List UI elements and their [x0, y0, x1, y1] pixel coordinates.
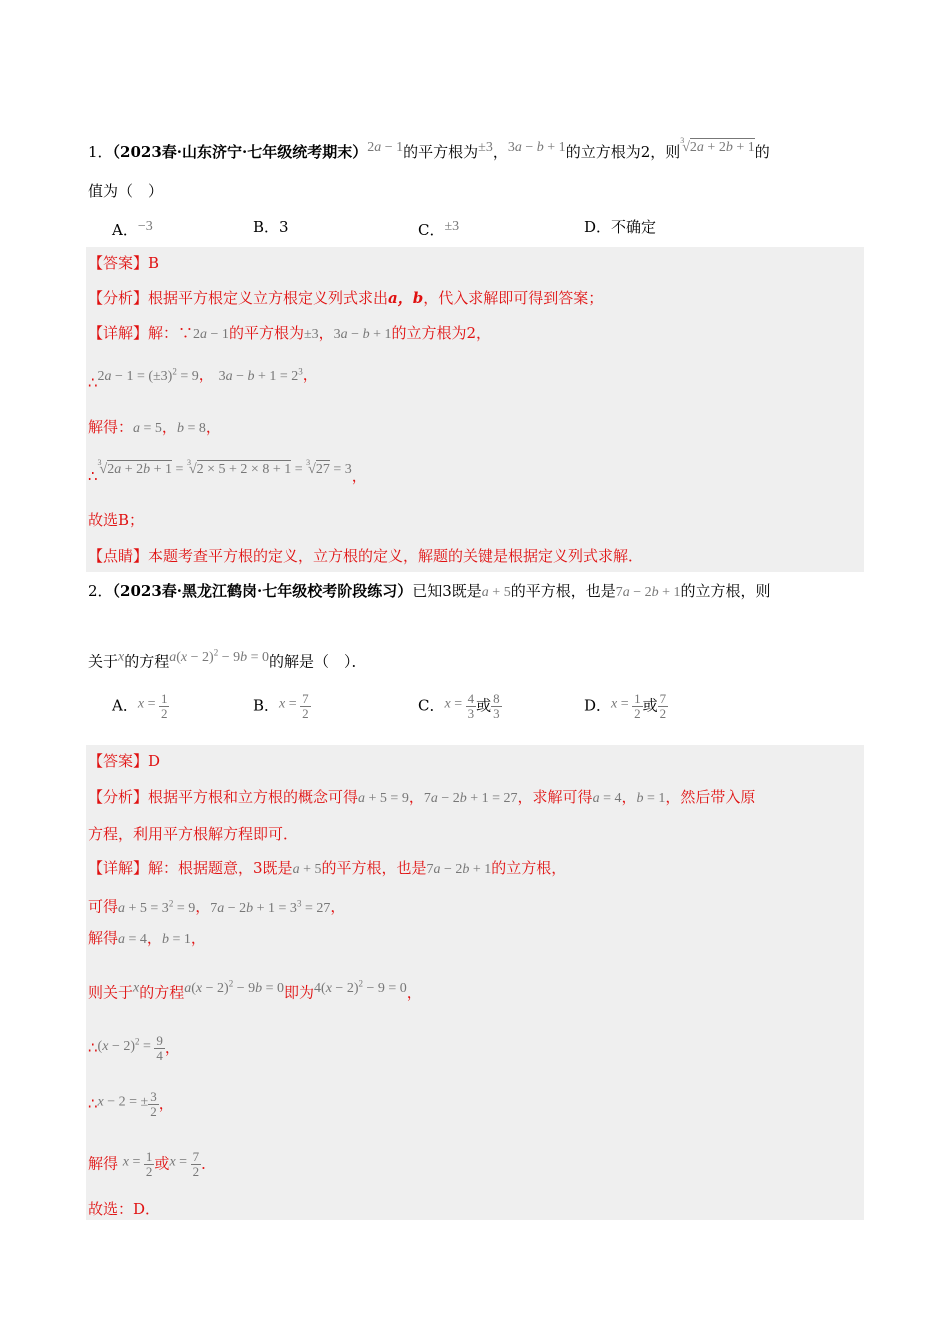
- q2-detail-line6: ∴x − 2 = ± $\frac{3}{2}$ ，: [88, 1089, 174, 1119]
- q1-comma-5: ，: [351, 467, 367, 485]
- q1-stem-text-a: 的平方根为: [403, 143, 479, 161]
- q1-number: 1．: [88, 143, 113, 161]
- q2-analysis-line2: 方程，利用平方根解方程即可．: [88, 825, 299, 843]
- q2-detail-line7: 解得 x = $\frac{1}{2}$ 或x = $\frac{7}{2}$ ．: [88, 1149, 217, 1179]
- q2-detail-comma-5: ，: [406, 983, 422, 1002]
- q1-comma-2: ，: [302, 365, 318, 384]
- q2-solved-label: 解得: [88, 929, 119, 947]
- q2-therefore-2: ∴: [88, 1094, 98, 1113]
- q1-option-d[interactable]: [584, 216, 656, 238]
- q1-detail-text-d: 的立方根为2，: [391, 324, 492, 342]
- q2-solved2-label: 解得: [88, 1154, 119, 1173]
- q1-detail-line3: 解得：a = 5，b = 8，: [88, 418, 221, 436]
- q2-option-d-label: D．: [584, 696, 612, 715]
- q1-detail-line4: ∴$^3$√2a + 2b + 1 = $^3$√2 × 5 + 2 × 8 + 1 = $^3$√27 = 3，: [88, 458, 367, 485]
- q1-analysis-end: ，代入求解即可得到答案；: [423, 289, 604, 307]
- q1-therefore-1: ∴: [88, 373, 98, 392]
- q1-detail-text-a: 解：∵: [148, 324, 194, 342]
- q1-analysis: [88, 287, 603, 309]
- q2-option-b[interactable]: B．x = $\frac{7}{2}$: [253, 691, 309, 721]
- q1-option-b-value: 3: [279, 218, 289, 236]
- q1-detail-line2: ∴2a − $1 = (\pm 3)^2 = 9$， $3a - b + 1 = 2^3$，: [88, 365, 318, 392]
- q2-option-d-or: 或: [642, 696, 658, 715]
- q1-option-d-label: D．: [584, 218, 612, 236]
- q2-stem-line2: 关于x的方程$a(x - 2)^2 - 9b = 0$的解是（ ）．: [88, 647, 367, 671]
- q2-analysis-tag: 【分析】: [88, 788, 149, 806]
- q2-option-c-or: 或: [476, 696, 492, 715]
- q1-comment-text: 本题考查平方根的定义，立方根的定义，解题的关键是根据定义列式求解．: [148, 547, 644, 565]
- q2-detail-text-a: 解：根据题意，3既是: [148, 859, 293, 877]
- q1-choose: 故选B；: [88, 511, 145, 529]
- q2-detail-or: 或: [154, 1154, 170, 1173]
- q2-analysis-text-c: ，求解可得: [517, 788, 593, 806]
- q1-option-a-label: A．: [112, 221, 138, 239]
- q1-option-d-value: 不确定: [611, 218, 657, 236]
- q2-option-b-label: B．: [253, 696, 280, 715]
- q1-stem-text-c: 的立方根为2，则: [565, 143, 681, 161]
- q2-ie-label: 即为: [284, 983, 315, 1002]
- q1-option-a-value: −3: [137, 219, 153, 234]
- q2-analysis-line1: 【分析】根据平方根和立方根的概念可得a + 5 = 9，7a − 2b + 1 = 27，求解可得a = 4，b = 1，然后带入原: [88, 788, 756, 806]
- q1-comma-1: ，: [198, 365, 214, 384]
- q1-stem-text-d: 的: [754, 143, 770, 161]
- q2-stem-text-f: 的解是（ ）．: [269, 652, 367, 671]
- q2-detail-comma-4: ，: [190, 929, 206, 947]
- q1-analysis-vars: a，b: [388, 289, 424, 307]
- q2-then-label: 则关于: [88, 983, 134, 1002]
- q1-option-b-label: B．: [253, 218, 280, 236]
- q2-therefore-1: ∴: [88, 1038, 98, 1057]
- q1-option-c[interactable]: [418, 216, 459, 241]
- q2-answer: 【答案】D: [88, 752, 161, 770]
- q2-stem-text-c: 的立方根，则: [680, 582, 771, 600]
- q2-detail-text-b: 的平方根，也是: [321, 859, 427, 877]
- q2-analysis-text-a: 根据平方根和立方根的概念可得: [148, 788, 359, 806]
- q1-option-a[interactable]: [112, 216, 153, 241]
- q2-option-d[interactable]: D．x = $\frac{1}{2}$ 或 $\frac{7}{2}$: [584, 691, 667, 721]
- q1-option-c-label: C．: [418, 221, 445, 239]
- q2-detail-line2: 可得$a + 5 = 3^2 = 9$，$7a - 2b + 1 = 3^3 = 27$，: [88, 897, 346, 916]
- q1-comma-4: ，: [205, 418, 221, 436]
- q1-comment: [88, 545, 643, 567]
- q2-detail-tag: 【详解】: [88, 859, 149, 877]
- q1-answer: 【答案】B: [88, 254, 160, 272]
- q2-choose: 故选：D．: [88, 1200, 161, 1218]
- q2-detail-text-c: 的立方根，: [491, 859, 567, 877]
- q2-option-a[interactable]: A．x = $\frac{1}{2}$: [112, 691, 168, 721]
- q2-stem-text-b: 的平方根，也是: [510, 582, 616, 600]
- q2-option-c[interactable]: C．x = $\frac{4}{3}$ 或 $\frac{8}{3}$: [418, 691, 500, 721]
- q1-analysis-text: 根据平方根定义立方根定义列式求出: [148, 289, 389, 307]
- q1-option-c-value: ±3: [444, 219, 460, 234]
- q2-get-label: 可得: [88, 897, 119, 916]
- q1-detail-tag: 【详解】: [88, 324, 149, 342]
- q2-stem-text-e: 的方程: [124, 652, 170, 671]
- q1-comment-tag: 【点睛】: [88, 547, 149, 565]
- q2-detail-comma-6: ，: [164, 1038, 180, 1057]
- q1-comma-3: ，: [161, 418, 177, 436]
- q1-therefore-2: ∴: [88, 467, 98, 485]
- q2-option-c-label: C．: [418, 696, 445, 715]
- q1-stem-text-b: ，: [492, 143, 508, 161]
- q2-detail-line5: ∴(x − 2)$^2$ = $\frac{9}{4}$ ，: [88, 1033, 180, 1064]
- q2-analysis-text-d: ，: [621, 788, 637, 806]
- q2-detail-line4: 则关于x的方程$a(x - 2)^2 - 9b = 0$即为$4(x - 2)^2 - 9 = 0$，: [88, 978, 422, 1002]
- q2-stem-line1: 2．（2023春·黑龙江鹤岗·七年级校考阶段练习）已知3既是a + 5的平方根，也是7a − 2b + 1的立方根，则: [88, 582, 771, 600]
- q1-stem-line1: 1．（2023春·山东济宁·七年级统考期末）2a − 1的平方根为±3，3a − b + 1的立方根为2，则$^3$√2a + 2b + 1的: [88, 136, 770, 161]
- q1-detail-text-b: 的平方根为: [228, 324, 304, 342]
- q2-source: （2023春·黑龙江鹤岗·七年级校考阶段练习）: [112, 582, 413, 600]
- q2-detail-line1: 【详解】解：根据题意，3既是a + 5的平方根，也是7a − 2b + 1的立方根，: [88, 859, 567, 877]
- q2-number: 2．: [88, 582, 113, 600]
- q2-analysis-text-b: ，: [408, 788, 424, 806]
- q2-detail-comma-7: ，: [158, 1094, 174, 1113]
- q2-detail-comma-2: ，: [330, 897, 346, 916]
- q1-solved-label: 解得：: [88, 418, 134, 436]
- q1-analysis-tag: 【分析】: [88, 289, 149, 307]
- q2-stem-text-a: 已知3既是: [412, 582, 482, 600]
- q1-detail-line1: 【详解】解：∵2a − 1的平方根为±3，3a − b + 1的立方根为2，: [88, 324, 492, 342]
- q1-stem-line2: 值为（ ）: [88, 182, 164, 200]
- q2-analysis-text-e: ，然后带入原: [665, 788, 756, 806]
- q2-eq-word: 的方程: [139, 983, 185, 1002]
- q1-source: （2023春·山东济宁·七年级统考期末）: [112, 143, 368, 161]
- q1-option-b[interactable]: [253, 216, 289, 238]
- q2-option-a-label: A．: [112, 696, 138, 715]
- q2-detail-comma-1: ，: [195, 897, 211, 916]
- q1-detail-text-c: ，: [318, 324, 334, 342]
- q2-detail-comma-3: ，: [146, 929, 162, 947]
- q2-detail-line3: 解得a = 4，b = 1，: [88, 929, 206, 947]
- q2-stem-text-d: 关于: [88, 652, 119, 671]
